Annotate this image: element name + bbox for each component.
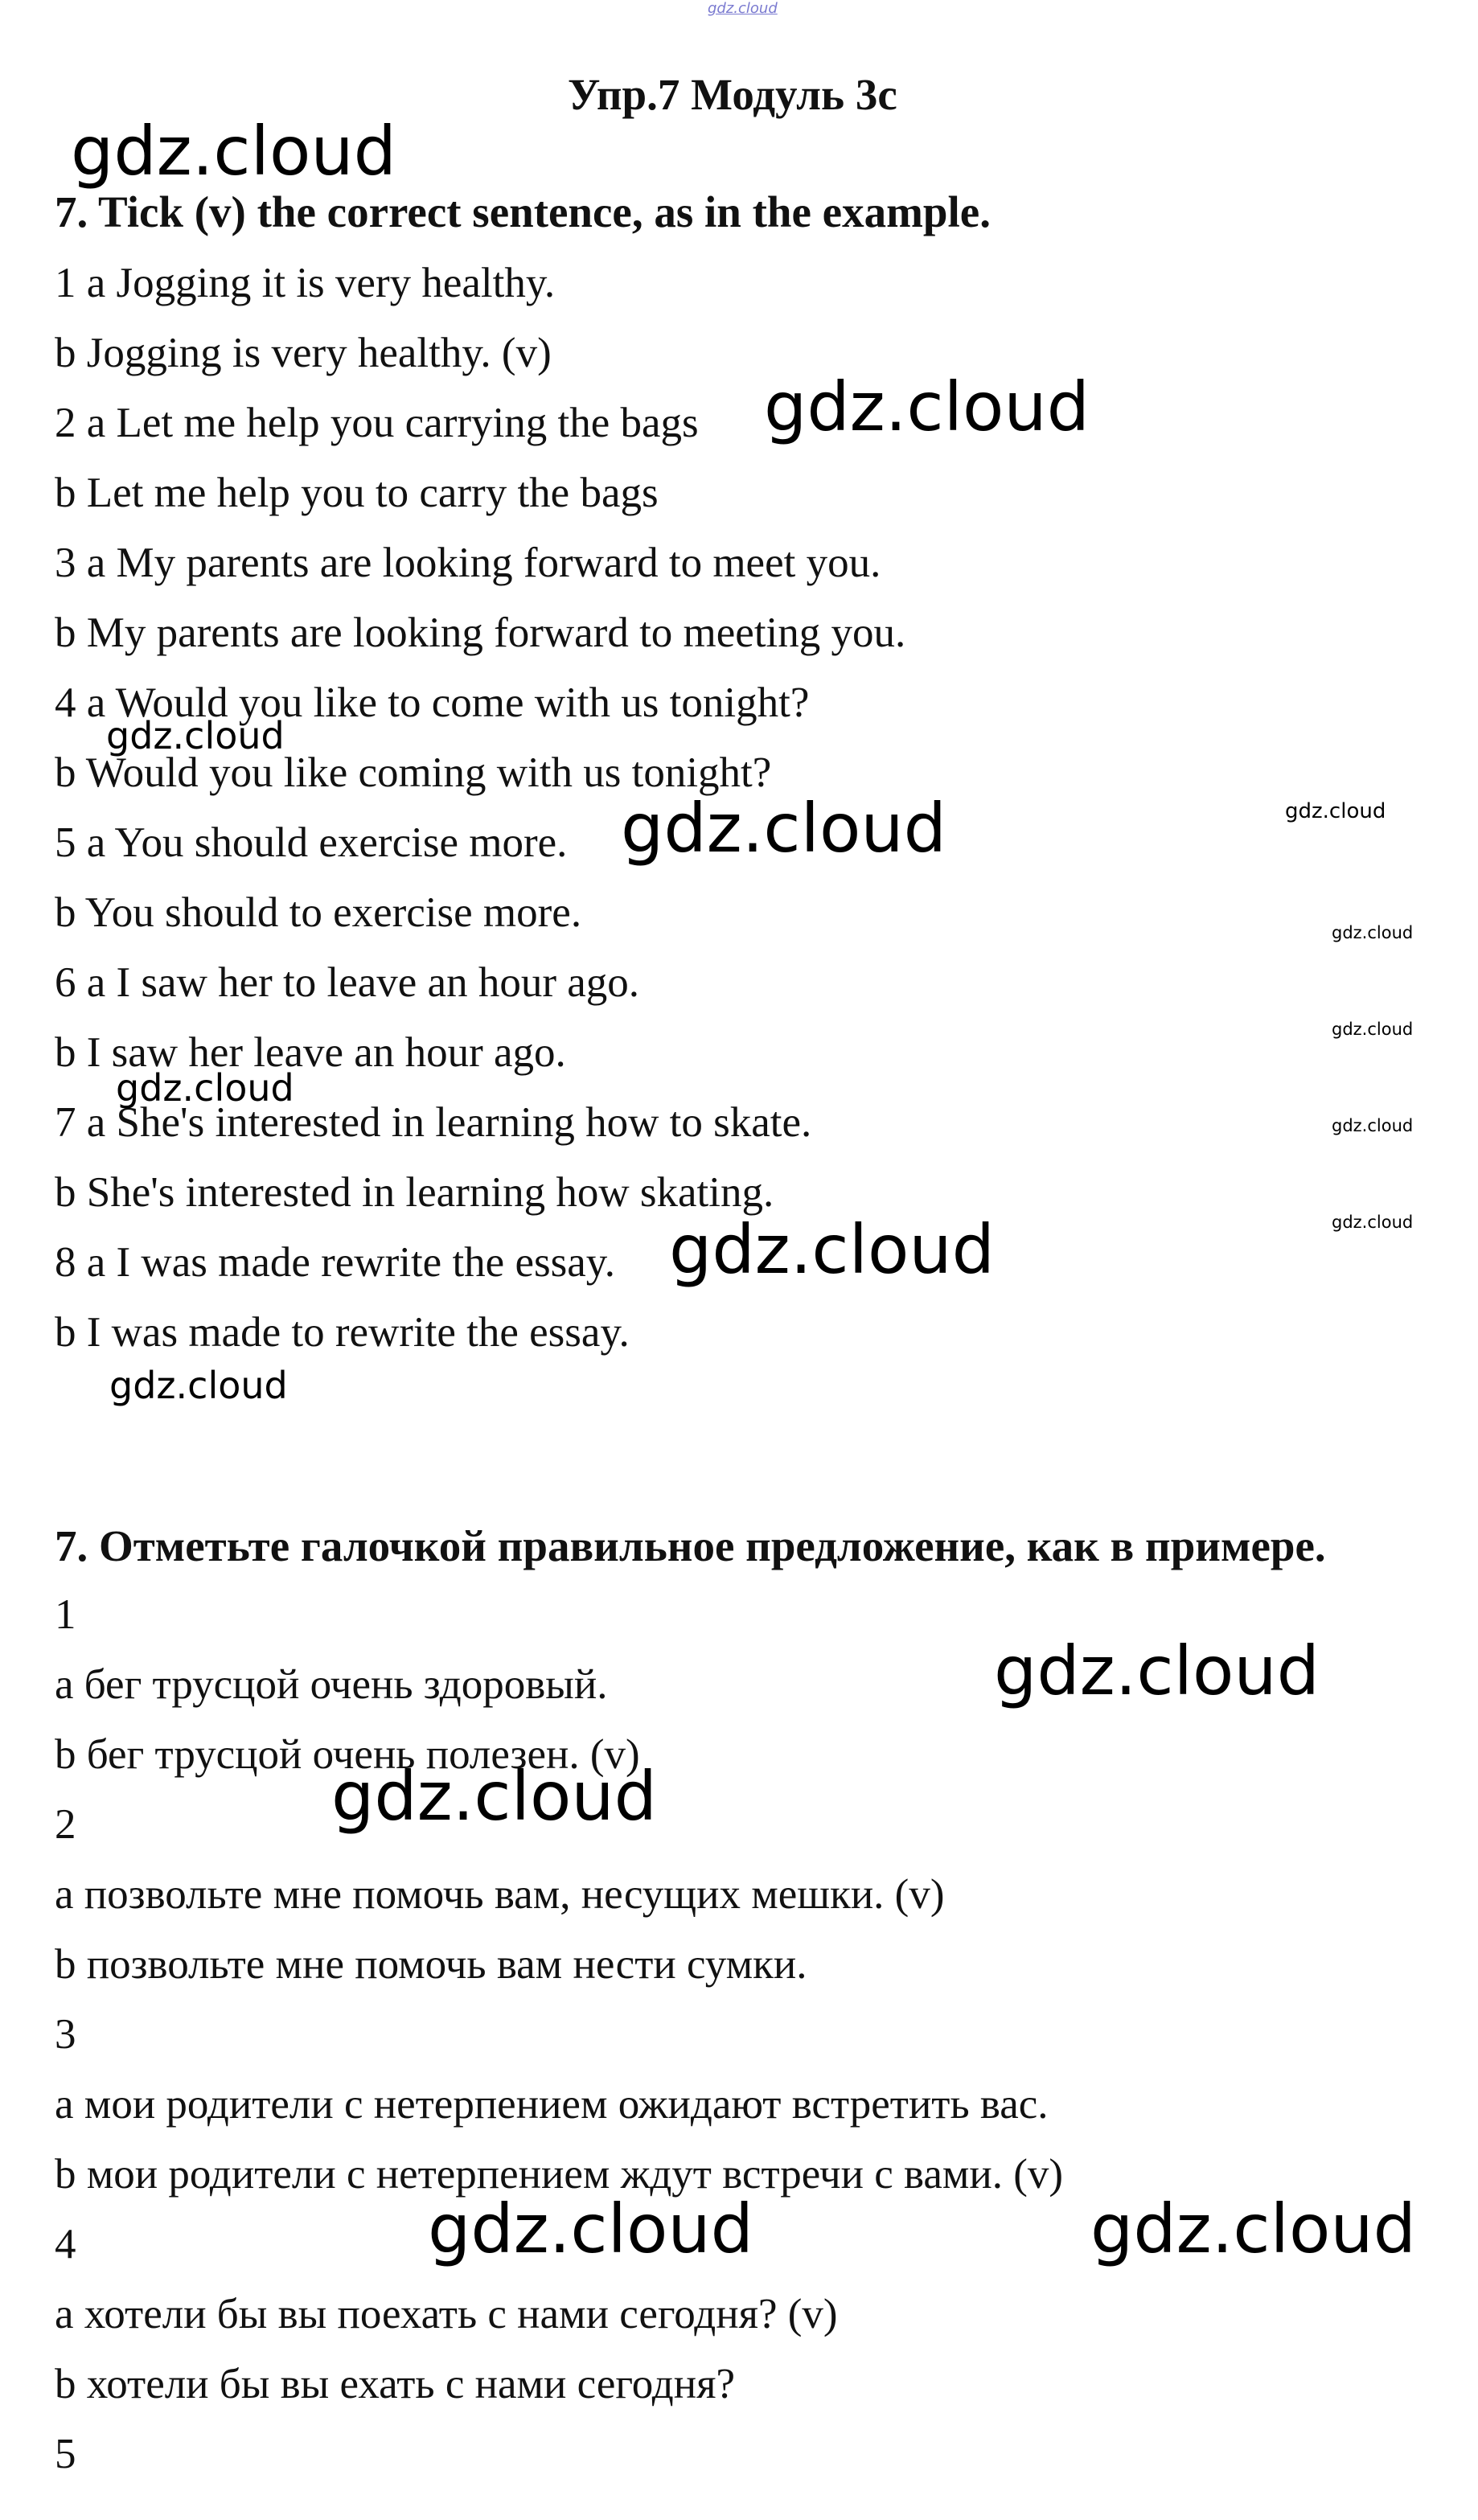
- russian-line-5: 5: [55, 2431, 76, 2477]
- russian-line-3b: b мои родители с нетерпением ждут встречи с вами. (v): [55, 2151, 1064, 2198]
- watermark: gdz.cloud: [1090, 2190, 1416, 2268]
- english-line-8b: b I was made to rewrite the essay.: [55, 1309, 630, 1356]
- english-line-4a: 4 a Would you like to come with us tonight?: [55, 679, 810, 726]
- watermark: gdz.cloud: [994, 1631, 1320, 1710]
- english-line-8a: 8 a I was made rewrite the essay.: [55, 1239, 616, 1286]
- watermark: gdz.cloud: [106, 714, 285, 757]
- russian-line-1: 1: [55, 1591, 76, 1638]
- watermark: gdz.cloud: [1285, 799, 1386, 823]
- russian-line-3: 3: [55, 2011, 76, 2058]
- watermark: gdz.cloud: [428, 2190, 753, 2268]
- russian-line-4b: b хотели бы вы ехать с нами сегодня?: [55, 2361, 735, 2407]
- english-line-1a: 1 a Jogging it is very healthy.: [55, 260, 556, 306]
- watermark: gdz.cloud: [1332, 1116, 1414, 1135]
- watermark: gdz.cloud: [71, 112, 396, 191]
- watermark: gdz.cloud: [669, 1210, 995, 1289]
- watermark: gdz.cloud: [764, 367, 1090, 446]
- english-line-6a: 6 a I saw her to leave an hour ago.: [55, 959, 639, 1006]
- english-line-4b: b Would you like coming with us tonight?: [55, 749, 772, 796]
- russian-line-1a: a бег трусцой очень здоровый.: [55, 1661, 608, 1708]
- english-line-5a: 5 a You should exercise more.: [55, 819, 568, 866]
- watermark-top: gdz.cloud: [708, 0, 778, 17]
- watermark: gdz.cloud: [116, 1066, 294, 1110]
- english-line-1b: b Jogging is very healthy. (v): [55, 330, 552, 376]
- russian-line-3a: a мои родители с нетерпением ожидают встретить вас.: [55, 2081, 1049, 2128]
- watermark: gdz.cloud: [1332, 923, 1414, 942]
- watermark: gdz.cloud: [1332, 1213, 1414, 1232]
- watermark: gdz.cloud: [331, 1757, 657, 1836]
- russian-line-1b: b бег трусцой очень полезен. (v): [55, 1731, 640, 1778]
- english-line-3b: b My parents are looking forward to meeting you.: [55, 609, 906, 656]
- russian-line-4: 4: [55, 2221, 76, 2268]
- watermark: gdz.cloud: [109, 1364, 288, 1407]
- page-title: Упр.7 Модуль 3с: [568, 70, 897, 119]
- english-line-5b: b You should to exercise more.: [55, 889, 582, 936]
- english-line-7b: b She's interested in learning how skating.: [55, 1169, 774, 1216]
- watermark: gdz.cloud: [621, 789, 946, 868]
- english-line-2b: b Let me help you to carry the bags: [55, 470, 659, 516]
- english-line-6b: b I saw her leave an hour ago.: [55, 1029, 566, 1076]
- russian-heading: 7. Отметьте галочкой правильное предложение, как в примере.: [55, 1521, 1326, 1570]
- russian-line-2b: b позвольте мне помочь вам нести сумки.: [55, 1941, 807, 1988]
- russian-line-2: 2: [55, 1801, 76, 1848]
- english-line-3a: 3 a My parents are looking forward to meet you.: [55, 540, 881, 586]
- russian-line-2a: a позвольте мне помочь вам, несущих мешки. (v): [55, 1871, 945, 1918]
- english-line-7a: 7 a She's interested in learning how to skate.: [55, 1099, 812, 1146]
- watermark: gdz.cloud: [1332, 1020, 1414, 1039]
- english-line-2a: 2 a Let me help you carrying the bags: [55, 400, 699, 446]
- english-heading: 7. Tick (v) the correct sentence, as in the example.: [55, 187, 991, 236]
- russian-line-4a: a хотели бы вы поехать с нами сегодня? (v): [55, 2291, 838, 2337]
